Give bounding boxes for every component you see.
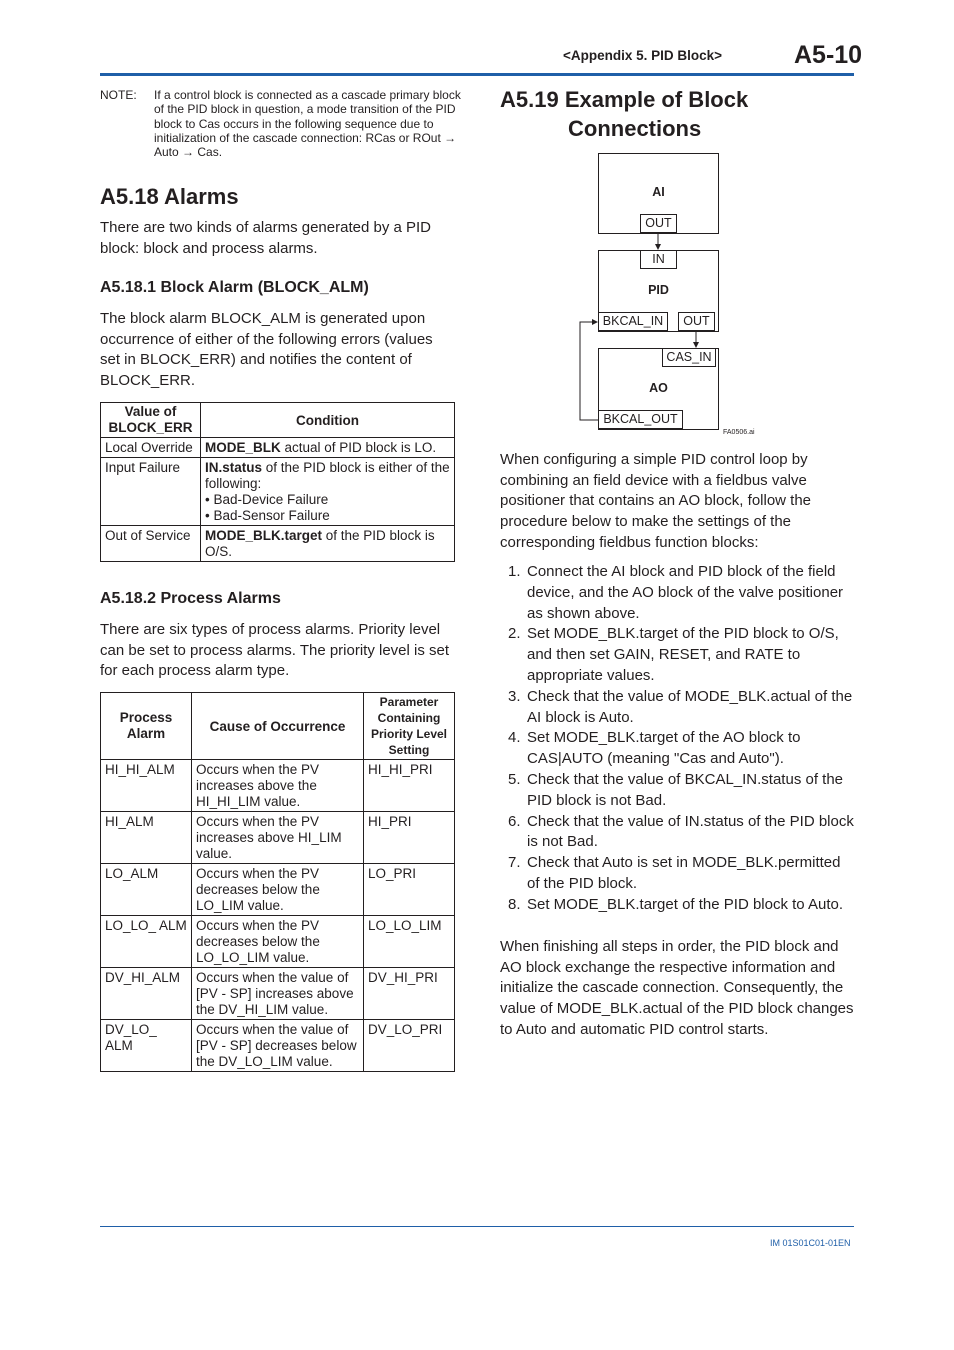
pid-block-label: PID	[648, 283, 669, 297]
table-header: Condition	[201, 403, 455, 438]
ao-cas-in-port: CAS_IN	[662, 348, 716, 367]
procedure-steps	[500, 562, 854, 916]
table-header: Parameter Containing Priority Level Setting	[364, 693, 455, 760]
table-cell: Occurs when the PV increases above the HI_HI_LIM value.	[192, 760, 364, 812]
table-row	[101, 760, 455, 812]
table-cell: LO_ALM	[101, 864, 192, 916]
section-title-alarms: A5.18 Alarms	[100, 184, 239, 209]
block-connection-diagram	[575, 150, 775, 440]
table-cell: Occurs when the value of [PV - SP] decreases below the DV_LO_LIM value.	[192, 1020, 364, 1072]
table-row	[101, 1020, 455, 1072]
table-cell: Input Failure	[101, 458, 201, 526]
ai-out-port: OUT	[640, 214, 677, 233]
section-title-connections-line2: Connections	[568, 116, 702, 141]
cell-bold-term: MODE_BLK.target	[205, 528, 323, 543]
list-item: 4. Set MODE_BLK.target of the AO block to CAS|AUTO (meaning "Cas and Auto").	[508, 729, 801, 768]
table-cell: HI_HI_ALM	[101, 760, 192, 812]
note-label: NOTE:	[100, 88, 137, 102]
list-item: 6. Check that the value of IN.status of the PID block is not Bad.	[508, 812, 854, 851]
header-title: <Appendix 5. PID Block>	[563, 48, 723, 63]
footer-doc-id: IM 01S01C01-01EN	[770, 1238, 851, 1248]
section-title-connections: A5.19 Example of Block	[500, 87, 749, 112]
table-cell: LO_LO_ ALM	[101, 916, 192, 968]
figure-id: FA0506.ai	[723, 429, 755, 436]
list-item: 5. Check that the value of BKCAL_IN.status of the PID block is not Bad.	[508, 770, 844, 809]
table-header-row	[101, 403, 455, 438]
table-cell: Out of Service	[101, 526, 201, 562]
table-cell	[201, 438, 455, 458]
table-cell: Occurs when the PV decreases below the LO_LIM value.	[192, 864, 364, 916]
table-row	[101, 438, 455, 458]
subsection-title-process-alarms: A5.18.2 Process Alarms	[100, 590, 281, 607]
table-cell	[201, 458, 455, 526]
table-cell: DV_HI_PRI	[364, 968, 455, 1020]
page-number: A5-10	[794, 41, 863, 69]
table-cell: DV_LO_ ALM	[101, 1020, 192, 1072]
table-header-row	[101, 693, 455, 760]
table-cell: LO_PRI	[364, 864, 455, 916]
process-alarm-table	[100, 692, 455, 1072]
note-text: If a control block is connected as a cascade primary block of the PID block in question, a mode transition of the PID block to Cas occurs in the following sequence due to initialization of the cascade connection: RCas or ROut → Auto → Cas.	[154, 88, 461, 160]
table-row	[101, 864, 455, 916]
table-header: Cause of Occurrence	[192, 693, 364, 760]
table-row	[101, 458, 455, 526]
ao-bkcal-out-port: BKCAL_OUT	[598, 410, 683, 429]
alarms-intro: There are two kinds of alarms generated by a PID block: block and process alarms.	[100, 219, 431, 257]
connection-lines	[575, 150, 775, 440]
table-cell: LO_LO_LIM	[364, 916, 455, 968]
table-cell: HI_PRI	[364, 812, 455, 864]
cell-text: of the PID block is O/S.	[205, 528, 435, 559]
table-cell: Occurs when the PV increases above HI_LIM value.	[192, 812, 364, 864]
ai-block-label: AI	[652, 185, 665, 199]
pid-out-port: OUT	[678, 312, 715, 331]
connections-intro: When configuring a simple PID control loop by combining an field device with a fieldbus valve positioner that contains an AO block, follow the procedure below to make the settings of the corresponding fieldbus function blocks:	[500, 451, 812, 551]
table-cell: Occurs when the value of [PV - SP] increases above the DV_HI_LIM value.	[192, 968, 364, 1020]
list-item: 3. Check that the value of MODE_BLK.actual of the AI block is Auto.	[508, 687, 853, 726]
ao-block-label: AO	[649, 381, 668, 395]
footer-rule	[100, 1226, 854, 1227]
table-cell: Local Override	[101, 438, 201, 458]
block-alarm-text: The block alarm BLOCK_ALM is generated upon occurrence of either of the following errors (values set in BLOCK_ERR) and notifies the content of BLOCK_ERR.	[100, 310, 433, 390]
table-cell: DV_LO_PRI	[364, 1020, 455, 1072]
block-err-table	[100, 402, 455, 562]
table-cell	[201, 526, 455, 562]
table-cell: DV_HI_ALM	[101, 968, 192, 1020]
table-header: Process Alarm	[101, 693, 192, 760]
table-header: Value of BLOCK_ERR	[101, 403, 201, 438]
table-cell: Occurs when the PV decreases below the LO_LO_LIM value.	[192, 916, 364, 968]
cell-text: actual of PID block is LO.	[280, 440, 437, 455]
bkcal-feedback-line	[580, 322, 598, 420]
table-row	[101, 526, 455, 562]
pid-in-port: IN	[640, 250, 677, 269]
connections-conclusion: When finishing all steps in order, the PID block and AO block exchange the respective information and initialize the cascade connection. Consequently, the value of MODE_BLK.actual of the PID block changes to Auto and automatic PID control starts.	[500, 938, 854, 1038]
table-row	[101, 812, 455, 864]
pid-bkcal-in-port: BKCAL_IN	[598, 312, 668, 331]
table-cell: HI_ALM	[101, 812, 192, 864]
table-cell: HI_HI_PRI	[364, 760, 455, 812]
process-alarms-text: There are six types of process alarms. Priority level can be set to process alarms. The priority level is set for each process alarm type.	[100, 621, 450, 680]
bullet-item: • Bad-Device Failure	[205, 492, 329, 507]
cell-bold-term: MODE_BLK	[205, 440, 281, 455]
bullet-item: • Bad-Sensor Failure	[205, 508, 330, 523]
list-item: 8. Set MODE_BLK.target of the PID block to Auto.	[508, 895, 843, 913]
table-row	[101, 916, 455, 968]
table-row	[101, 968, 455, 1020]
subsection-title-block-alarm: A5.18.1 Block Alarm (BLOCK_ALM)	[100, 279, 369, 296]
header-rule	[100, 73, 854, 76]
list-item: 1. Connect the AI block and PID block of the field device, and the AO block of the valve positioner as shown above.	[508, 563, 844, 622]
list-item: 2. Set MODE_BLK.target of the PID block to O/S, and then set GAIN, RESET, and RATE to appropriate values.	[508, 625, 839, 684]
list-item: 7. Check that Auto is set in MODE_BLK.permitted of the PID block.	[508, 854, 841, 892]
cell-text: of the PID block is either of the following:	[205, 460, 450, 491]
cell-bold-term: IN.status	[205, 460, 263, 475]
